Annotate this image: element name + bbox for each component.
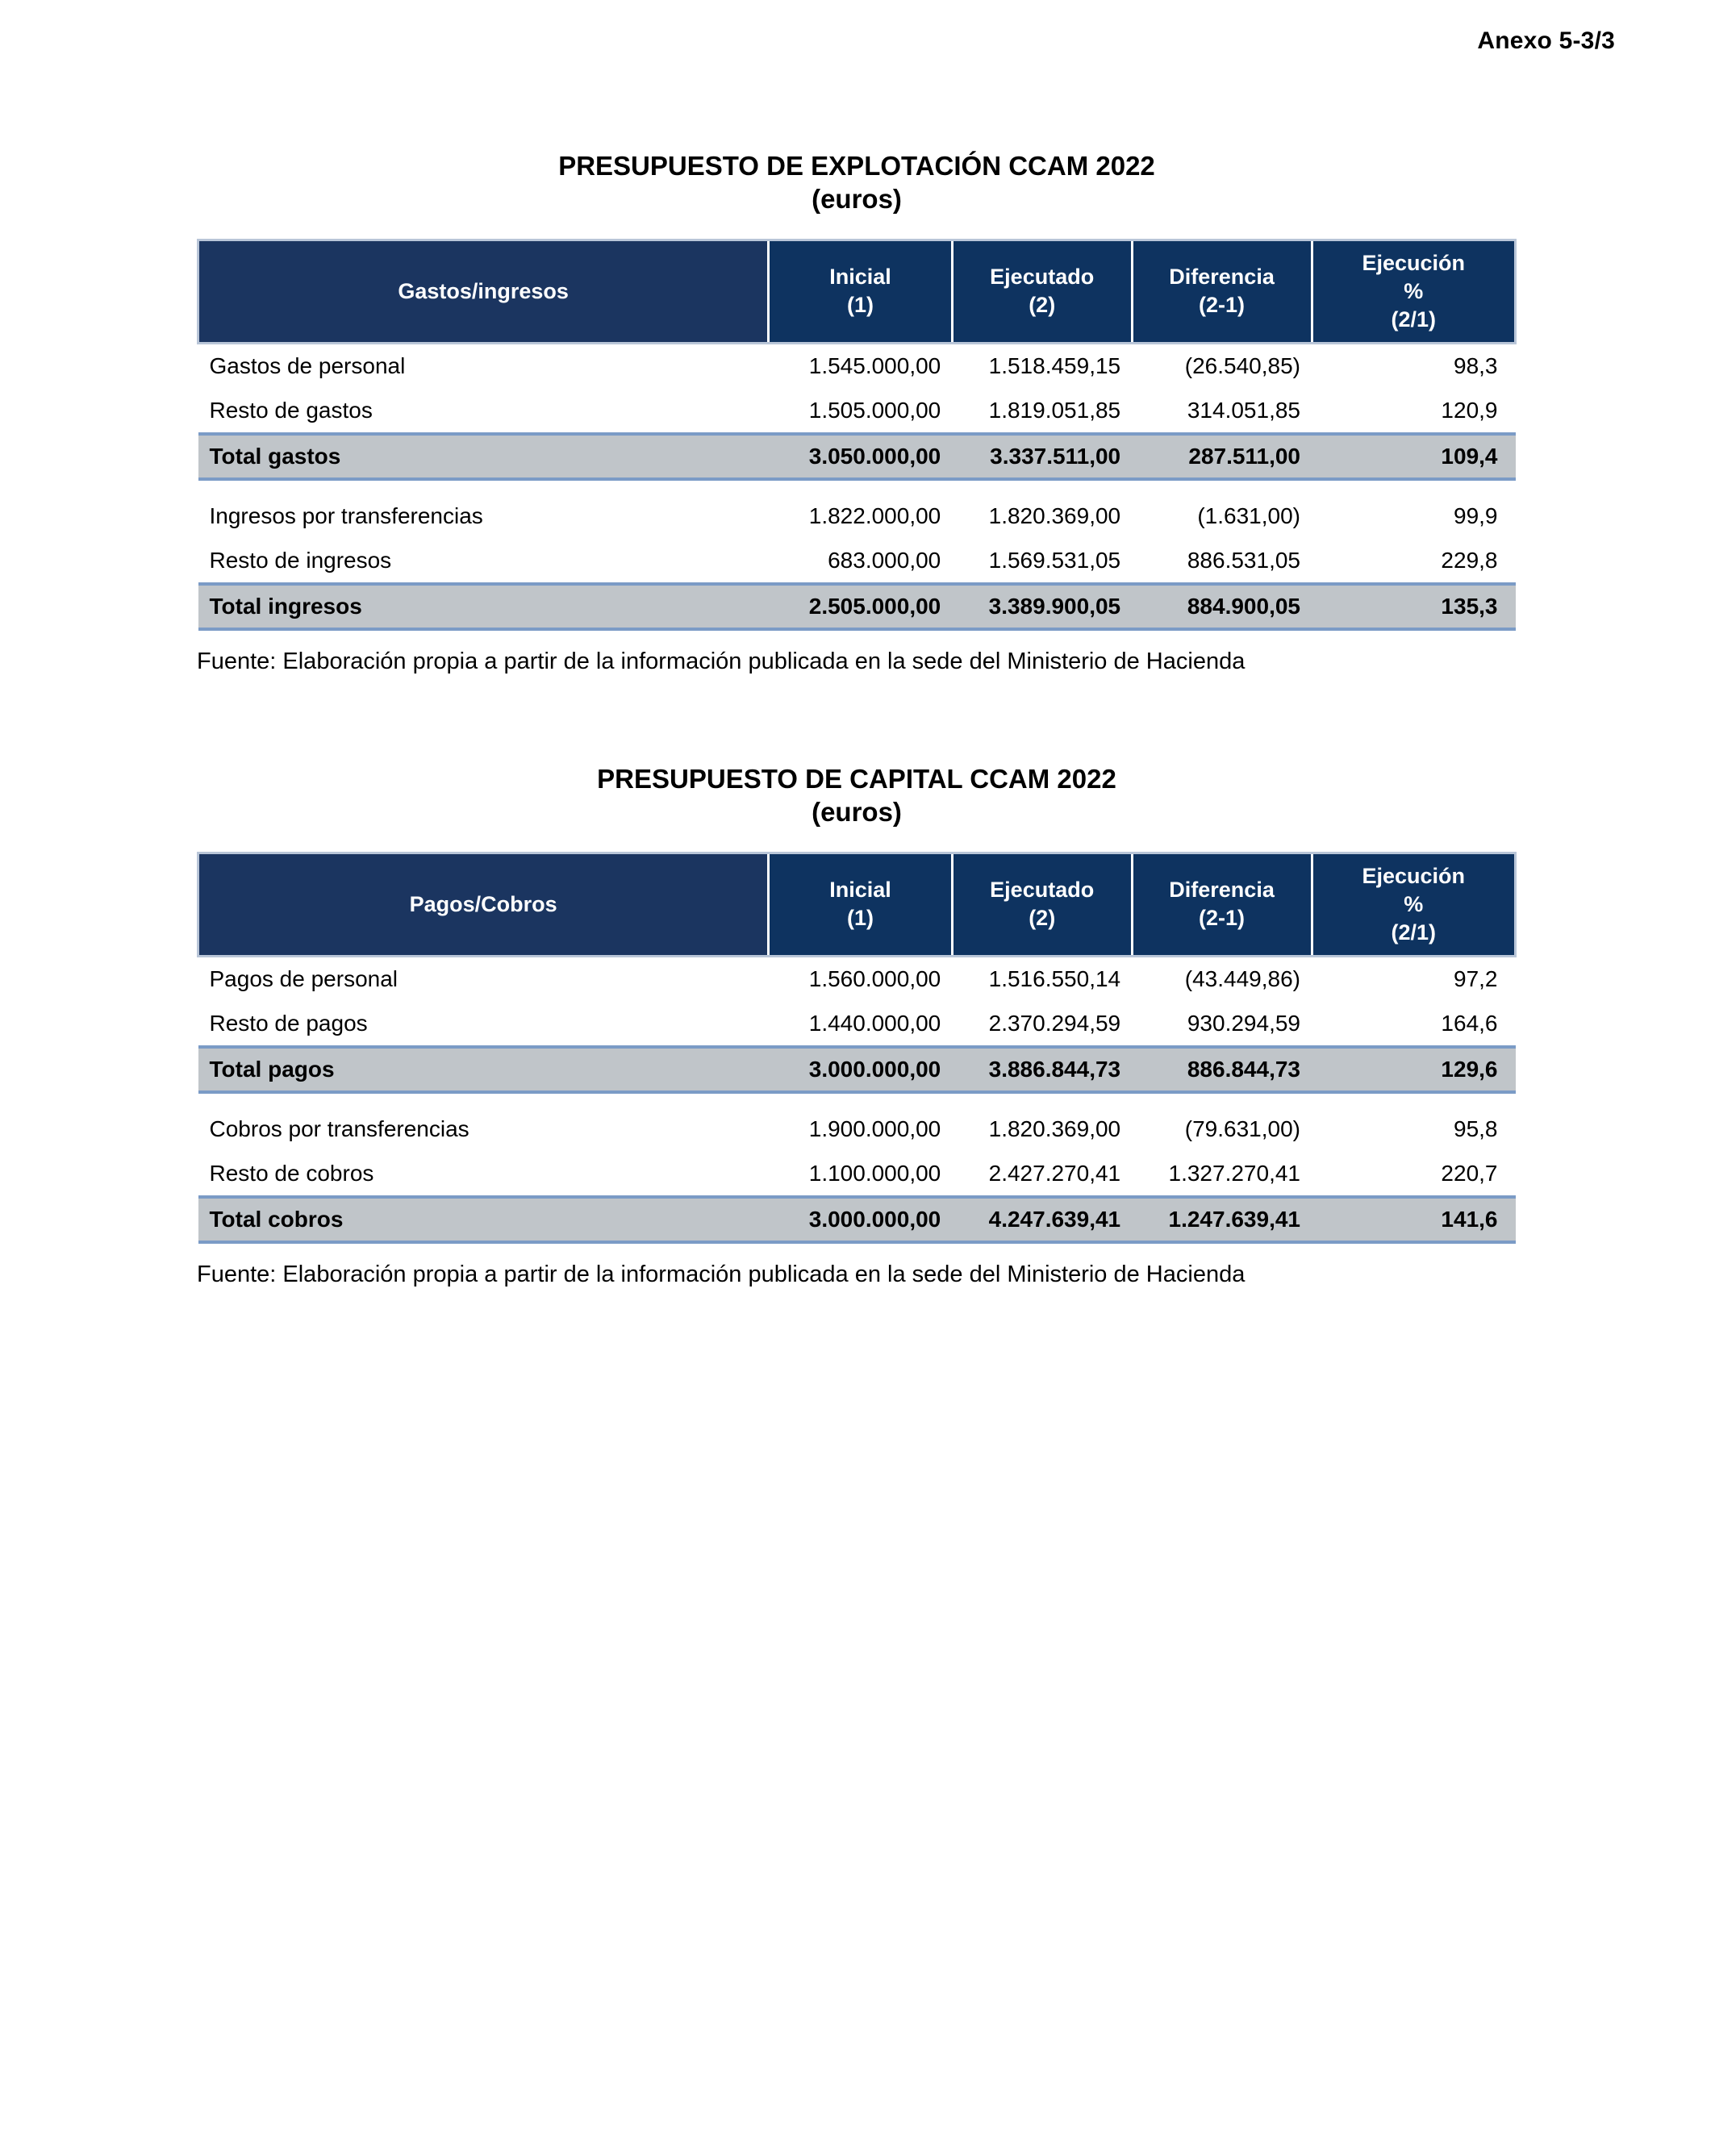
cell-inicial: 1.560.000,00 — [769, 957, 952, 1002]
cell-ejecucion-pct: 164,6 — [1312, 1002, 1516, 1047]
cell-ejecucion-pct: 220,7 — [1312, 1152, 1516, 1197]
table-row — [198, 1002, 1516, 1047]
column-header-ejecutado — [952, 853, 1132, 956]
column-header-ejecucion-sub: % — [1404, 891, 1424, 916]
table-header-capital — [198, 853, 1516, 956]
cell-diferencia: 1.327.270,41 — [1132, 1152, 1312, 1197]
column-header-diferencia — [1132, 853, 1312, 956]
source-note-capital: Fuente: Elaboración propia a partir de la información publicada en la sede del Ministerio de Hacienda — [197, 1261, 1246, 1287]
cell-concept: Resto de gastos — [198, 389, 769, 434]
cell-concept: Resto de pagos — [198, 1002, 769, 1047]
column-header-inicial-label: Inicial — [829, 878, 891, 903]
table-title-explotacion: PRESUPUESTO DE EXPLOTACIÓN CCAM 2022 — [558, 151, 1155, 181]
cell-concept: Gastos de personal — [198, 344, 769, 389]
table-body-explotacion — [198, 344, 1516, 629]
cell-concept: Cobros por transferencias — [198, 1107, 769, 1152]
cell-diferencia: 886.844,73 — [1132, 1047, 1312, 1092]
cell-ejecutado: 1.819.051,85 — [952, 389, 1132, 434]
cell-diferencia: 287.511,00 — [1132, 434, 1312, 479]
table-body-capital — [198, 957, 1516, 1242]
cell-ejecutado: 3.389.900,05 — [952, 584, 1132, 629]
cell-ejecutado: 1.518.459,15 — [952, 344, 1132, 389]
source-note-explotacion: Fuente: Elaboración propia a partir de la información publicada en la sede del Ministerio de Hacienda — [197, 648, 1246, 674]
header-row — [198, 853, 1516, 956]
spacer-cell — [198, 1092, 1516, 1107]
cell-inicial: 1.100.000,00 — [769, 1152, 952, 1197]
column-header-inicial-sub: (1) — [847, 906, 874, 931]
budget-table-explotacion — [197, 239, 1517, 631]
cell-concept: Pagos de personal — [198, 957, 769, 1002]
column-header-ejecutado-label: Ejecutado — [990, 265, 1095, 290]
cell-diferencia: (43.449,86) — [1132, 957, 1312, 1002]
cell-inicial: 683.000,00 — [769, 539, 952, 584]
table-subtitle-capital: (euros) — [812, 796, 902, 827]
cell-inicial: 1.822.000,00 — [769, 494, 952, 539]
cell-diferencia: 314.051,85 — [1132, 389, 1312, 434]
cell-concept: Total pagos — [198, 1047, 769, 1092]
cell-ejecucion-pct: 229,8 — [1312, 539, 1516, 584]
cell-ejecucion-pct: 97,2 — [1312, 957, 1516, 1002]
cell-concept: Resto de ingresos — [198, 539, 769, 584]
column-header-concept — [198, 240, 769, 343]
table-row-total — [198, 1047, 1516, 1092]
table-subtitle-explotacion: (euros) — [812, 183, 902, 214]
cell-ejecutado: 3.886.844,73 — [952, 1047, 1132, 1092]
cell-ejecucion-pct: 120,9 — [1312, 389, 1516, 434]
column-header-ejecucion-label: Ejecución — [1362, 250, 1466, 275]
column-header-ejecutado-label: Ejecutado — [990, 878, 1095, 903]
table-row — [198, 494, 1516, 539]
column-header-ejecucion-pct — [1312, 240, 1516, 343]
cell-concept: Total ingresos — [198, 584, 769, 629]
table-title-capital: PRESUPUESTO DE CAPITAL CCAM 2022 — [597, 764, 1116, 794]
cell-diferencia: 1.247.639,41 — [1132, 1197, 1312, 1242]
table-row — [198, 957, 1516, 1002]
table-header-explotacion — [198, 240, 1516, 343]
table-row — [198, 539, 1516, 584]
cell-ejecucion-pct: 135,3 — [1312, 584, 1516, 629]
cell-concept: Ingresos por transferencias — [198, 494, 769, 539]
cell-inicial: 3.050.000,00 — [769, 434, 952, 479]
column-header-diferencia-sub: (2-1) — [1199, 906, 1246, 931]
annex-header-label: Anexo 5-3/3 — [1477, 27, 1615, 54]
cell-ejecutado: 4.247.639,41 — [952, 1197, 1132, 1242]
table-row-total — [198, 1197, 1516, 1242]
cell-concept: Total cobros — [198, 1197, 769, 1242]
cell-ejecutado: 1.820.369,00 — [952, 1107, 1132, 1152]
table-row-total — [198, 434, 1516, 479]
column-header-inicial-sub: (1) — [847, 293, 874, 318]
cell-ejecutado: 1.569.531,05 — [952, 539, 1132, 584]
header-row — [198, 240, 1516, 343]
cell-inicial: 1.440.000,00 — [769, 1002, 952, 1047]
column-header-ejecucion-sub: % — [1404, 278, 1424, 303]
cell-diferencia: (26.540,85) — [1132, 344, 1312, 389]
cell-inicial: 1.505.000,00 — [769, 389, 952, 434]
column-header-concept-label: Pagos/Cobros — [409, 891, 557, 916]
cell-diferencia: 886.531,05 — [1132, 539, 1312, 584]
table-row-total — [198, 584, 1516, 629]
column-header-ejecucion-label: Ejecución — [1362, 863, 1466, 888]
column-header-ejecucion-sub2: (2/1) — [1391, 920, 1437, 945]
row-spacer — [198, 1092, 1516, 1107]
cell-ejecucion-pct: 129,6 — [1312, 1047, 1516, 1092]
cell-ejecucion-pct: 141,6 — [1312, 1197, 1516, 1242]
spacer-cell — [198, 479, 1516, 494]
column-header-diferencia-label: Diferencia — [1169, 878, 1275, 903]
column-header-ejecucion-pct — [1312, 853, 1516, 956]
column-header-ejecutado-sub: (2) — [1029, 293, 1056, 318]
cell-ejecutado: 2.370.294,59 — [952, 1002, 1132, 1047]
cell-concept: Resto de cobros — [198, 1152, 769, 1197]
cell-ejecutado: 2.427.270,41 — [952, 1152, 1132, 1197]
table-row — [198, 1107, 1516, 1152]
column-header-inicial — [769, 853, 952, 956]
cell-ejecucion-pct: 99,9 — [1312, 494, 1516, 539]
cell-diferencia: (79.631,00) — [1132, 1107, 1312, 1152]
budget-block-explotacion — [197, 150, 1517, 677]
budget-block-capital — [197, 763, 1517, 1290]
row-spacer — [198, 479, 1516, 494]
table-row — [198, 344, 1516, 389]
cell-ejecutado: 1.516.550,14 — [952, 957, 1132, 1002]
column-header-ejecutado-sub: (2) — [1029, 906, 1056, 931]
cell-ejecutado: 1.820.369,00 — [952, 494, 1132, 539]
column-header-concept — [198, 853, 769, 956]
cell-inicial: 3.000.000,00 — [769, 1047, 952, 1092]
budget-table-capital — [197, 852, 1517, 1244]
cell-ejecucion-pct: 109,4 — [1312, 434, 1516, 479]
cell-concept: Total gastos — [198, 434, 769, 479]
column-header-diferencia-sub: (2-1) — [1199, 293, 1246, 318]
cell-ejecutado: 3.337.511,00 — [952, 434, 1132, 479]
table-row — [198, 389, 1516, 434]
column-header-inicial-label: Inicial — [829, 265, 891, 290]
cell-inicial: 1.545.000,00 — [769, 344, 952, 389]
cell-ejecucion-pct: 95,8 — [1312, 1107, 1516, 1152]
column-header-inicial — [769, 240, 952, 343]
column-header-ejecutado — [952, 240, 1132, 343]
cell-ejecucion-pct: 98,3 — [1312, 344, 1516, 389]
cell-inicial: 1.900.000,00 — [769, 1107, 952, 1152]
cell-diferencia: 930.294,59 — [1132, 1002, 1312, 1047]
cell-inicial: 3.000.000,00 — [769, 1197, 952, 1242]
column-header-ejecucion-sub2: (2/1) — [1391, 307, 1437, 332]
column-header-diferencia-label: Diferencia — [1169, 265, 1275, 290]
cell-diferencia: 884.900,05 — [1132, 584, 1312, 629]
column-header-diferencia — [1132, 240, 1312, 343]
cell-diferencia: (1.631,00) — [1132, 494, 1312, 539]
table-row — [198, 1152, 1516, 1197]
cell-inicial: 2.505.000,00 — [769, 584, 952, 629]
column-header-concept-label: Gastos/ingresos — [398, 278, 569, 303]
